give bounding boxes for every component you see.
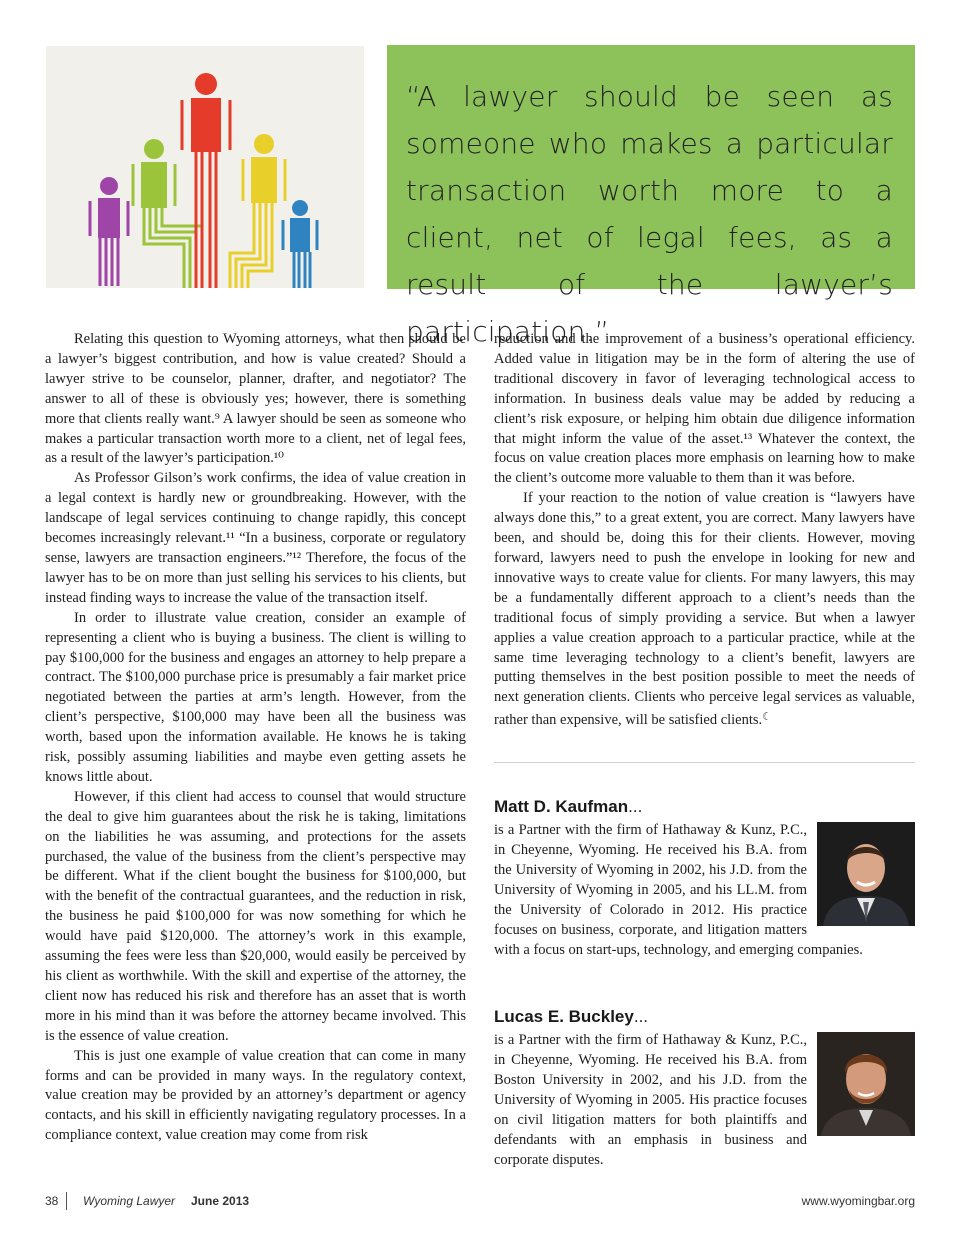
section-divider bbox=[494, 762, 915, 763]
author-bio-text: is a Partner with the firm of Hathaway & Kunz, P.C., in Cheyenne, Wyoming. He received his B.A. from Boston University in 2002, and his J.D. from the University of Wyoming in 2005. His practice focuses on civil litigation matters for both plaintiffs and defendants with an emphasis in business and corporate disputes. bbox=[494, 1032, 807, 1168]
article-column-left bbox=[45, 330, 466, 1146]
page-footer bbox=[45, 1194, 915, 1214]
issue-date: June 2013 bbox=[191, 1194, 250, 1208]
author-bio-kaufman bbox=[494, 796, 915, 960]
end-mark-icon: ☾ bbox=[762, 711, 773, 724]
publication-name: Wyoming Lawyer bbox=[83, 1194, 176, 1208]
author-bio-buckley bbox=[494, 1006, 915, 1170]
article-column-right bbox=[494, 330, 915, 731]
page-number: 38 bbox=[45, 1194, 59, 1208]
paragraph: Relating this question to Wyoming attorneys, what then should be a lawyer’s biggest contribution, and how is value created? Should a lawyer strive to be counselor, planner, drafter, and negotiator? The answer to all of these is obviously yes; however, there is something more that clients really want.⁹ A lawyer should be seen as someone who makes a particular transaction worth more to a client, net of legal fees, as a result of the lawyer’s participation.¹⁰ bbox=[45, 331, 466, 467]
footer-divider bbox=[66, 1192, 67, 1210]
author-photo bbox=[817, 822, 915, 926]
pull-quote: “A lawyer should be seen as someone who makes a particular transaction worth more to a client, net of legal fees, as a result of the lawyer’s participation.” bbox=[406, 80, 893, 348]
paragraph: This is just one example of value creation that can come in many forms and can be provided in many ways. In the regulatory context, value creation may be provided by an attorney’s department or agency contacts, and his skill in efficiently navigating regulatory processes. In a compliance context, value creation may come from risk bbox=[45, 1047, 466, 1144]
paragraph: reduction and the improvement of a business’s operational efficiency. Added value in litigation may be in the form of altering the use of traditional discovery in favor of leveraging technological access to information. In business deals value may be added by reducing a client’s risk exposure, or helping him obtain due diligence information that might inform the value of the asset.¹³ Whatever the context, the focus on value creation places more emphasis on learning how to make the client’s outcome more valuable to them than it was before. bbox=[494, 331, 915, 487]
paragraph: However, if this client had access to counsel that would structure the deal to give him guarantees about the risk he is taking, limitations on the liabilities he was assuming, and protections for the assets purchased, the value of the business from the client’s perspective may be different. What if the client bought the business for $100,000, but with the benefit of the contractual guarantees, and the reduction in risk, the business he paid $100,000 for was now something for which he would have paid $120,000. The attorney’s work in this example, assuming the fees were less than $20,000, would easily be perceived by his client as worthwhile. With the skill and expertise of the attorney, the client now has reduced his risk and therefore has an asset that is worth more in his mind than it was before the attorney became involved. This is the essence of value creation. bbox=[45, 788, 466, 1044]
author-name: Lucas E. Buckley... bbox=[494, 1007, 649, 1026]
paragraph: In order to illustrate value creation, consider an example of representing a client who is buying a business. The client is willing to pay $100,000 for the business and engages an attorney to help prepare a contract. The $100,000 purchase price is presumably a fair market price negotiated between the parties at arm’s length. However, from the client’s perspective, $100,000 may have been all the business was worth, based upon the information available. He knows he is taking risk, possibly assuming liabilities and maybe even getting assets he knows little about. bbox=[45, 609, 466, 785]
hero-illustration bbox=[46, 46, 364, 288]
website-link[interactable]: www.wyomingbar.org bbox=[801, 1194, 915, 1208]
author-name: Matt D. Kaufman... bbox=[494, 797, 643, 816]
paragraph bbox=[494, 489, 915, 731]
paragraph: As Professor Gilson’s work confirms, the idea of value creation in a legal context is hardly new or groundbreaking. However, with the landscape of legal services continuing to change rapidly, this concept becomes increasingly relevant.¹¹ “In a business, corporate or regulatory sense, lawyers are transaction engineers.”¹² Therefore, the focus of the lawyer has to be on more than just selling his services to his clients, but instead finding ways to increase the value of the transaction itself. bbox=[45, 470, 466, 606]
author-photo bbox=[817, 1032, 915, 1136]
pull-quote-box bbox=[387, 45, 915, 348]
author-bio-text: is a Partner with the firm of Hathaway & Kunz, P.C., in Cheyenne, Wyoming. He received his B.A. from the University of Wyoming in 2002, his J.D. from the University of Wyoming in 2005, and his LL.M. from the University of Colorado in 2012. His practice focuses on business, corporate, and litigation matters with a focus on start-ups, technology, and emerging companies. bbox=[494, 822, 863, 958]
paragraph-text: If your reaction to the notion of value creation is “lawyers have always done this,” to a great extent, you are correct. Many lawyers have been, and should be, doing this for their clients. However, moving forward, lawyers need to push the envelope in looking for new and innovative ways to create value for clients. For many lawyers, this may be a fundamentally different approach to a client’s needs than the traditional focus of simply providing a service. But when a lawyer applies a value creation approach to a particular practice, while at the same time leveraging technology to a client’s benefit, lawyers are putting themselves in the best position possible to meet the needs of next generation clients. Clients who perceive legal services as valuable, rather than expensive, will be satisfied clients. bbox=[494, 490, 915, 729]
